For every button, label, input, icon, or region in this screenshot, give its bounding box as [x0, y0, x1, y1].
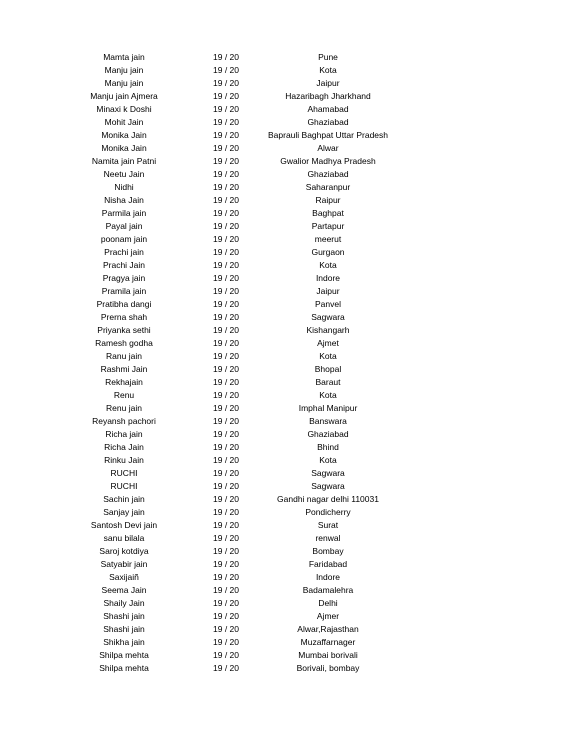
table-row — [0, 493, 568, 506]
participant-name: Priyanka sethi — [97, 325, 151, 335]
city-cell: Raipur — [315, 195, 341, 205]
table-row — [0, 649, 568, 662]
city-cell: Badamalehra — [302, 585, 354, 595]
city-cell: Muzaffarnager — [300, 637, 356, 647]
table-row — [0, 467, 568, 480]
table-row — [0, 168, 568, 181]
table-row — [0, 311, 568, 324]
participant-name: Pragya jain — [102, 273, 146, 283]
city-cell: Gurgaon — [311, 247, 345, 257]
city-cell: Indore — [315, 572, 341, 582]
score-cell: 19 / 20 — [213, 390, 239, 400]
participant-name: Saxijaiñ — [109, 572, 139, 582]
table-row — [0, 571, 568, 584]
table-row — [0, 623, 568, 636]
score-cell: 19 / 20 — [213, 156, 239, 166]
participant-name: Nidhi — [114, 182, 134, 192]
score-cell: 19 / 20 — [213, 481, 239, 491]
city-cell: Jaipur — [316, 78, 340, 88]
city-cell: Sagwara — [311, 481, 345, 491]
table-row — [0, 51, 568, 64]
participant-name: Ranu jain — [106, 351, 142, 361]
participant-name: Richa Jain — [104, 442, 144, 452]
participant-name: sanu bilala — [103, 533, 145, 543]
participant-name: Minaxi k Doshi — [96, 104, 152, 114]
participant-name: Shaily Jain — [103, 598, 145, 608]
score-cell: 19 / 20 — [213, 117, 239, 127]
participant-name: Pratibha dangi — [96, 299, 152, 309]
participant-name: Shashi jain — [103, 611, 145, 621]
city-cell: Saharanpur — [305, 182, 351, 192]
score-cell: 19 / 20 — [213, 104, 239, 114]
city-cell: Banswara — [309, 416, 347, 426]
participant-name: Rekhajain — [105, 377, 143, 387]
table-row — [0, 272, 568, 285]
city-cell: Ajmer — [316, 611, 340, 621]
table-row — [0, 285, 568, 298]
city-cell: Kota — [319, 260, 337, 270]
score-cell: 19 / 20 — [213, 299, 239, 309]
participant-name: Payal jain — [105, 221, 143, 231]
score-cell: 19 / 20 — [213, 208, 239, 218]
participant-name: Prerna shah — [100, 312, 148, 322]
participant-name: Rashmi Jain — [100, 364, 148, 374]
table-row — [0, 532, 568, 545]
table-row — [0, 142, 568, 155]
participant-name: Prachi jain — [104, 247, 144, 257]
table-row — [0, 220, 568, 233]
table-row — [0, 480, 568, 493]
participant-name: Shashi jain — [103, 624, 145, 634]
table-row — [0, 441, 568, 454]
participant-name: Prachi Jain — [102, 260, 146, 270]
table-row — [0, 636, 568, 649]
score-cell: 19 / 20 — [213, 312, 239, 322]
table-row — [0, 246, 568, 259]
city-cell: Gandhi nagar delhi 110031 — [277, 494, 379, 504]
table-row — [0, 90, 568, 103]
city-cell: Faridabad — [308, 559, 348, 569]
table-row — [0, 207, 568, 220]
city-cell: Alwar — [317, 143, 339, 153]
city-cell: Panvel — [315, 299, 341, 309]
city-cell: Sagwara — [311, 312, 345, 322]
score-cell: 19 / 20 — [213, 143, 239, 153]
city-cell: Pondicherry — [305, 507, 351, 517]
participant-name: Nisha Jain — [104, 195, 144, 205]
participant-name: Shilpa mehta — [99, 650, 149, 660]
table-row — [0, 116, 568, 129]
participant-name: Shilpa mehta — [99, 663, 149, 673]
score-cell: 19 / 20 — [213, 364, 239, 374]
table-row — [0, 77, 568, 90]
score-cell: 19 / 20 — [213, 572, 239, 582]
table-row — [0, 506, 568, 519]
score-cell: 19 / 20 — [213, 273, 239, 283]
city-cell: Ghaziabad — [307, 169, 349, 179]
score-cell: 19 / 20 — [213, 234, 239, 244]
results-table — [0, 51, 568, 675]
score-cell: 19 / 20 — [213, 377, 239, 387]
table-row — [0, 428, 568, 441]
table-row — [0, 545, 568, 558]
score-cell: 19 / 20 — [213, 260, 239, 270]
table-row — [0, 597, 568, 610]
participant-name: Renu — [113, 390, 135, 400]
score-cell: 19 / 20 — [213, 611, 239, 621]
score-cell: 19 / 20 — [213, 442, 239, 452]
participant-name: Monika Jain — [101, 143, 147, 153]
participant-name: Manju jain — [104, 78, 144, 88]
table-row — [0, 337, 568, 350]
participant-name: Mohit Jain — [104, 117, 144, 127]
score-cell: 19 / 20 — [213, 182, 239, 192]
score-cell: 19 / 20 — [213, 247, 239, 257]
participant-name: Seema Jain — [101, 585, 147, 595]
participant-name: Pramila jain — [101, 286, 147, 296]
participant-name: Santosh Devi jain — [90, 520, 158, 530]
city-cell: Kota — [319, 390, 337, 400]
table-row — [0, 324, 568, 337]
table-row — [0, 155, 568, 168]
score-cell: 19 / 20 — [213, 520, 239, 530]
participant-name: Manju jain — [104, 65, 144, 75]
city-cell: Kota — [319, 455, 337, 465]
city-cell: Kota — [319, 351, 337, 361]
city-cell: Imphal Manipur — [298, 403, 358, 413]
city-cell: Hazaribagh Jharkhand — [285, 91, 371, 101]
table-row — [0, 519, 568, 532]
city-cell: Ahamabad — [307, 104, 349, 114]
table-row — [0, 558, 568, 571]
score-cell: 19 / 20 — [213, 78, 239, 88]
score-cell: 19 / 20 — [213, 65, 239, 75]
city-cell: Jaipur — [316, 286, 340, 296]
city-cell: Baprauli Baghpat Uttar Pradesh — [267, 130, 389, 140]
city-cell: Alwar,Rajasthan — [297, 624, 359, 634]
table-row — [0, 298, 568, 311]
score-cell: 19 / 20 — [213, 494, 239, 504]
score-cell: 19 / 20 — [213, 130, 239, 140]
score-cell: 19 / 20 — [213, 403, 239, 413]
participant-name: Satyabir jain — [100, 559, 148, 569]
participant-name: RUCHI — [110, 468, 138, 478]
city-cell: Surat — [317, 520, 339, 530]
city-cell: meerut — [314, 234, 342, 244]
participant-name: RUCHI — [110, 481, 138, 491]
participant-name: Renu jain — [106, 403, 142, 413]
participant-name: Mamta jain — [103, 52, 145, 62]
score-cell: 19 / 20 — [213, 546, 239, 556]
score-cell: 19 / 20 — [213, 598, 239, 608]
city-cell: Sagwara — [311, 468, 345, 478]
city-cell: Bhopal — [314, 364, 342, 374]
city-cell: Baraut — [315, 377, 341, 387]
table-row — [0, 233, 568, 246]
participant-name: Manju jain Ajmera — [90, 91, 158, 101]
score-cell: 19 / 20 — [213, 455, 239, 465]
table-row — [0, 350, 568, 363]
city-cell: Indore — [315, 273, 341, 283]
participant-name: Rinku Jain — [104, 455, 144, 465]
city-cell: Gwalior Madhya Pradesh — [280, 156, 376, 166]
score-cell: 19 / 20 — [213, 52, 239, 62]
table-row — [0, 194, 568, 207]
city-cell: Bhind — [317, 442, 339, 452]
score-cell: 19 / 20 — [213, 286, 239, 296]
table-row — [0, 415, 568, 428]
score-cell: 19 / 20 — [213, 221, 239, 231]
score-cell: 19 / 20 — [213, 325, 239, 335]
city-cell: Kota — [319, 65, 337, 75]
score-cell: 19 / 20 — [213, 559, 239, 569]
score-cell: 19 / 20 — [213, 468, 239, 478]
score-cell: 19 / 20 — [213, 429, 239, 439]
score-cell: 19 / 20 — [213, 637, 239, 647]
participant-name: Ramesh godha — [95, 338, 153, 348]
table-row — [0, 389, 568, 402]
city-cell: Ghaziabad — [307, 117, 349, 127]
score-cell: 19 / 20 — [213, 650, 239, 660]
score-cell: 19 / 20 — [213, 533, 239, 543]
table-row — [0, 376, 568, 389]
score-cell: 19 / 20 — [213, 338, 239, 348]
participant-name: Neetu Jain — [103, 169, 145, 179]
score-cell: 19 / 20 — [213, 663, 239, 673]
score-cell: 19 / 20 — [213, 507, 239, 517]
score-cell: 19 / 20 — [213, 195, 239, 205]
city-cell: renwal — [315, 533, 341, 543]
score-cell: 19 / 20 — [213, 585, 239, 595]
participant-name: Monika Jain — [101, 130, 147, 140]
participant-name: Saroj kotdiya — [99, 546, 149, 556]
participant-name: Parmila jain — [101, 208, 147, 218]
city-cell: Borivali, bombay — [296, 663, 360, 673]
city-cell: Kishangarh — [306, 325, 350, 335]
city-cell: Baghpat — [312, 208, 344, 218]
table-row — [0, 584, 568, 597]
score-cell: 19 / 20 — [213, 416, 239, 426]
city-cell: Partapur — [311, 221, 345, 231]
table-row — [0, 610, 568, 623]
city-cell: Ghaziabad — [307, 429, 349, 439]
city-cell: Mumbai borivali — [298, 650, 358, 660]
participant-name: Reyansh pachori — [92, 416, 156, 426]
score-cell: 19 / 20 — [213, 91, 239, 101]
table-row — [0, 129, 568, 142]
participant-name: poonam jain — [100, 234, 148, 244]
table-row — [0, 103, 568, 116]
score-cell: 19 / 20 — [213, 169, 239, 179]
city-cell: Pune — [318, 52, 338, 62]
participant-name: Namita jain Patni — [91, 156, 157, 166]
participant-name: Shikha jain — [103, 637, 145, 647]
table-row — [0, 181, 568, 194]
table-row — [0, 454, 568, 467]
city-cell: Bombay — [312, 546, 344, 556]
table-row — [0, 662, 568, 675]
participant-name: Richa jain — [105, 429, 143, 439]
score-cell: 19 / 20 — [213, 351, 239, 361]
table-row — [0, 64, 568, 77]
city-cell: Delhi — [318, 598, 338, 608]
score-cell: 19 / 20 — [213, 624, 239, 634]
table-row — [0, 259, 568, 272]
table-row — [0, 363, 568, 376]
city-cell: Ajmet — [317, 338, 339, 348]
participant-name: Sachin jain — [103, 494, 145, 504]
table-row — [0, 402, 568, 415]
participant-name: Sanjay jain — [103, 507, 145, 517]
